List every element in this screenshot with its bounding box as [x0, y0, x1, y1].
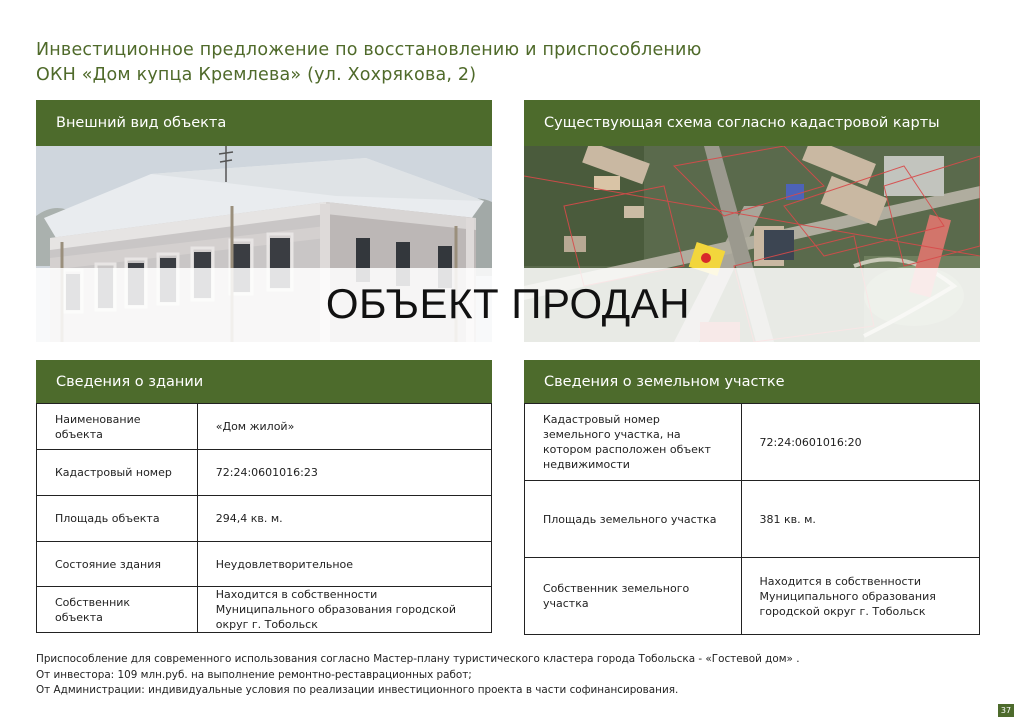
map-panel-header: Существующая схема согласно кадастровой карты	[524, 100, 980, 146]
land-info-header: Сведения о земельном участке	[524, 360, 980, 403]
table-row	[37, 404, 492, 450]
footer-line-1: Приспособление для современного использования согласно Мастер-плану туристического кластера города Тобольска - «Гостевой дом» .	[36, 653, 800, 665]
page-title	[36, 38, 936, 88]
page-title-line-2: ОКН «Дом купца Кремлева» (ул. Хохрякова, 2)	[36, 65, 477, 85]
land-label-cadastral: Кадастровый номер земельного участка, на котором расположен объект недвижимости	[525, 404, 742, 481]
building-label-name: Наименование объекта	[37, 404, 198, 450]
building-value-condition: Неудовлетворительное	[197, 542, 491, 587]
building-value-area: 294,4 кв. м.	[197, 496, 491, 542]
page-number: 37	[998, 704, 1014, 717]
building-value-cadastral: 72:24:0601016:23	[197, 450, 491, 496]
building-label-owner: Собственник объекта	[37, 587, 198, 633]
building-info-header: Сведения о здании	[36, 360, 492, 403]
table-row	[37, 542, 492, 587]
land-value-owner: Находится в собственности Муниципального образования городской округ г. Тобольск	[741, 558, 979, 635]
exterior-panel-header: Внешний вид объекта	[36, 100, 492, 146]
land-label-area: Площадь земельного участка	[525, 481, 742, 558]
table-row	[525, 481, 980, 558]
table-row	[37, 587, 492, 633]
footer-notes	[36, 652, 976, 699]
building-info-table	[36, 403, 492, 633]
table-row	[525, 558, 980, 635]
land-value-area: 381 кв. м.	[741, 481, 979, 558]
building-value-name: «Дом жилой»	[197, 404, 491, 450]
table-row	[37, 496, 492, 542]
land-value-cadastral: 72:24:0601016:20	[741, 404, 979, 481]
land-info-table	[524, 403, 980, 635]
footer-line-2: От инвестора: 109 млн.руб. на выполнение ремонтно-реставрационных работ;	[36, 668, 472, 681]
footer-line-3: От Администрации: индивидуальные условия по реализации инвестиционного проекта в части софинансирования.	[36, 684, 679, 696]
sold-label: ОБЪЕКТ ПРОДАН	[325, 280, 691, 327]
table-row	[525, 404, 980, 481]
page-title-line-1: Инвестиционное предложение по восстановлению и приспособлению	[36, 40, 702, 60]
building-label-area: Площадь объекта	[37, 496, 198, 542]
table-row	[37, 450, 492, 496]
land-label-owner: Собственник земельного участка	[525, 558, 742, 635]
building-value-owner: Находится в собственности Муниципального образования городской округ г. Тобольск	[197, 587, 491, 633]
building-label-cadastral: Кадастровый номер	[37, 450, 198, 496]
building-label-condition: Состояние здания	[37, 542, 198, 587]
